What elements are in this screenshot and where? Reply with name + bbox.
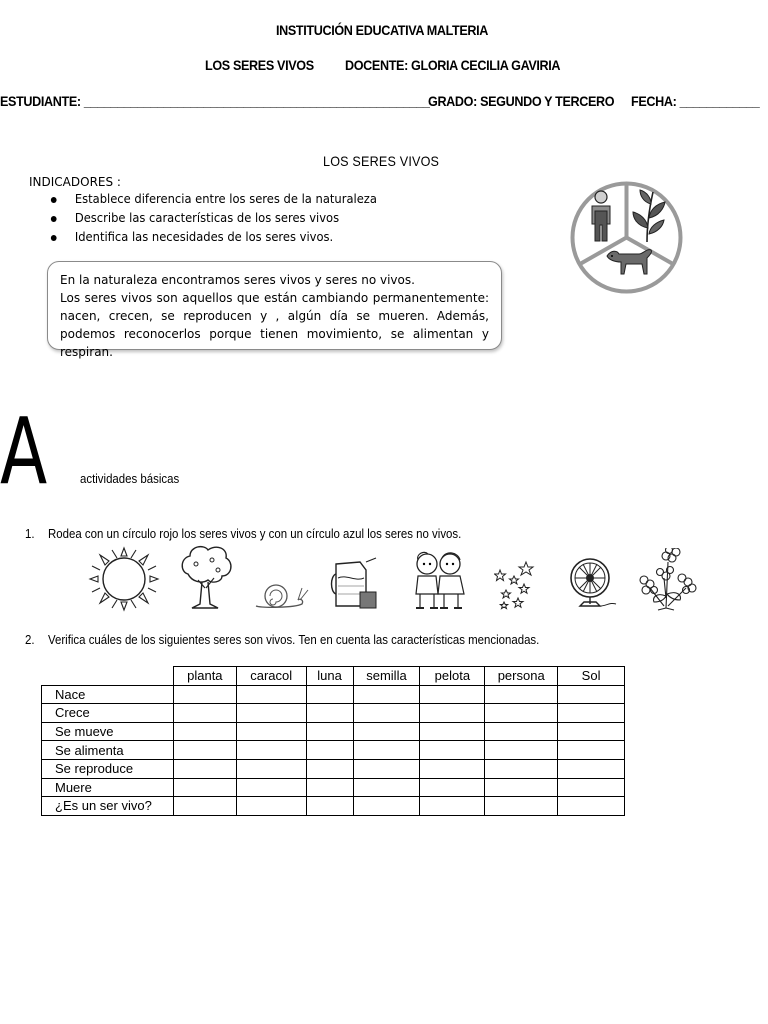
answer-cell[interactable] [420,797,485,816]
flowers-icon [636,548,700,612]
column-header: caracol [236,667,306,686]
row-label: Crece [42,704,174,723]
answer-cell[interactable] [236,685,306,704]
table-row [42,741,625,760]
subject-title: LOS SERES VIVOS [205,57,314,73]
answer-cell[interactable] [420,759,485,778]
table-row [42,722,625,741]
children-icon [410,550,468,612]
stars-icon [494,560,536,612]
answer-cell[interactable] [353,797,420,816]
indicator-item: Describe las características de los seres vivos [47,211,377,230]
info-paragraph: Los seres vivos son aquellos que están cambiando permanentemente: nacen, crecen, se reproducen y , algún día se mueren. Además, podemos reconocerlos porque tienen movimiento, se alimentan y respiran. [60,291,489,359]
section-label: actividades básicas [80,471,180,486]
answer-cell[interactable] [306,797,353,816]
table-header-row [42,667,625,686]
bullet-icon [51,235,57,241]
answer-cell[interactable] [173,778,236,797]
row-label: Muere [42,778,174,797]
snail-icon [252,578,310,610]
answer-cell[interactable] [173,741,236,760]
answer-cell[interactable] [173,759,236,778]
answer-cell[interactable] [558,722,625,741]
answer-cell[interactable] [306,759,353,778]
row-label: Se alimenta [42,741,174,760]
answer-cell[interactable] [173,797,236,816]
activity2-number: 2. [25,632,35,647]
living-beings-circle-icon [569,180,684,295]
column-header: semilla [353,667,420,686]
column-header: luna [306,667,353,686]
answer-cell[interactable] [173,704,236,723]
answer-cell[interactable] [558,778,625,797]
answer-cell[interactable] [485,741,558,760]
answer-cell[interactable] [485,797,558,816]
answer-cell[interactable] [353,778,420,797]
answer-cell[interactable] [173,722,236,741]
answer-cell[interactable] [306,685,353,704]
column-header: Sol [558,667,625,686]
answer-cell[interactable] [485,722,558,741]
answer-cell[interactable] [485,759,558,778]
tree-icon [178,544,234,612]
answer-cell[interactable] [306,722,353,741]
table-row [42,797,625,816]
answer-cell[interactable] [236,722,306,741]
row-label: Se mueve [42,722,174,741]
answer-cell[interactable] [485,778,558,797]
characteristics-table [41,666,625,816]
bullet-icon [51,197,57,203]
activity1-number: 1. [25,526,35,541]
indicators-list [47,192,391,249]
answer-cell[interactable] [420,778,485,797]
teacher-name: DOCENTE: GLORIA CECILIA GAVIRIA [345,57,561,73]
answer-cell[interactable] [420,685,485,704]
answer-cell[interactable] [420,704,485,723]
section-letter: A [0,398,48,505]
student-field: ESTUDIANTE: ____________________________________________________ [0,93,430,109]
date-field: FECHA: ____________ [631,93,760,109]
answer-cell[interactable] [306,741,353,760]
info-box [47,261,502,359]
answer-cell[interactable] [353,741,420,760]
table-row [42,778,625,797]
answer-cell[interactable] [306,778,353,797]
column-header: persona [485,667,558,686]
answer-cell[interactable] [173,685,236,704]
answer-cell[interactable] [353,704,420,723]
answer-cell[interactable] [236,741,306,760]
table-row [42,759,625,778]
column-header: pelota [420,667,485,686]
answer-cell[interactable] [306,704,353,723]
table-row [42,685,625,704]
indicator-item: Establece diferencia entre los seres de la naturaleza [47,192,377,211]
fan-icon [566,556,618,612]
row-label: ¿Es un ser vivo? [42,797,174,816]
answer-cell[interactable] [558,685,625,704]
answer-cell[interactable] [236,797,306,816]
activity2-text: Verifica cuáles de los siguientes seres son vivos. Ten en cuenta las características mencionadas. [48,632,540,647]
answer-cell[interactable] [558,741,625,760]
sun-icon [88,546,160,612]
answer-cell[interactable] [236,704,306,723]
row-label: Nace [42,685,174,704]
page-title: LOS SERES VIVOS [323,153,440,169]
answer-cell[interactable] [236,778,306,797]
indicators-title: INDICADORES : [29,175,121,189]
jug-icon [330,556,382,612]
row-label: Se reproduce [42,759,174,778]
answer-cell[interactable] [236,759,306,778]
answer-cell[interactable] [558,704,625,723]
answer-cell[interactable] [353,722,420,741]
answer-cell[interactable] [420,741,485,760]
answer-cell[interactable] [353,685,420,704]
grade-field: GRADO: SEGUNDO Y TERCERO [428,93,615,109]
answer-cell[interactable] [558,759,625,778]
activity1-text: Rodea con un círculo rojo los seres vivos y con un círculo azul los seres no vivos. [48,526,462,541]
institution-name: INSTITUCIÓN EDUCATIVA MALTERIA [276,22,489,38]
table-row [42,704,625,723]
indicator-item: Identifica las necesidades de los seres vivos. [47,230,377,249]
table-corner [42,667,174,686]
answer-cell[interactable] [485,704,558,723]
column-header: planta [173,667,236,686]
info-intro: En la naturaleza encontramos seres vivos y seres no vivos. [60,273,415,287]
answer-cell[interactable] [558,797,625,816]
answer-cell[interactable] [420,722,485,741]
answer-cell[interactable] [485,685,558,704]
answer-cell[interactable] [353,759,420,778]
bullet-icon [51,216,57,222]
